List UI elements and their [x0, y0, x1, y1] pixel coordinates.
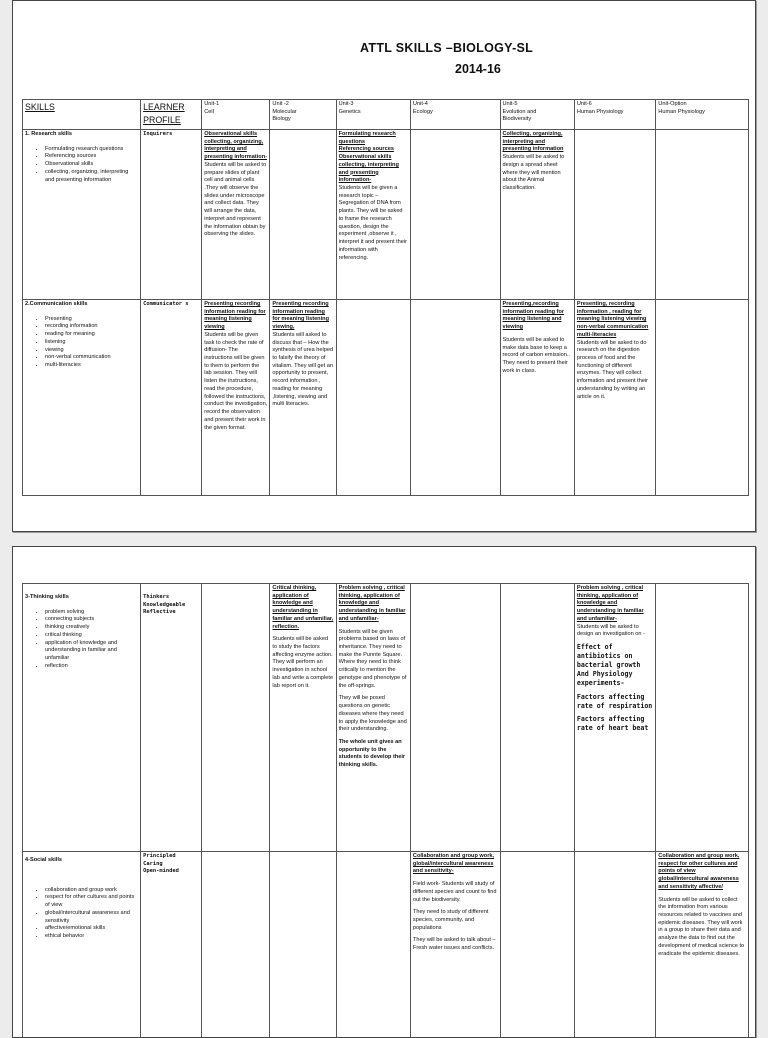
list-item: • Formulating research questions [45, 146, 138, 154]
thinking-unit-1 [202, 584, 270, 852]
communication-unit-4 [410, 300, 500, 496]
social-unit-6 [574, 852, 655, 1038]
social-unit-5 [500, 852, 574, 1038]
list-item: • reading for meaning [45, 331, 138, 339]
document-page-1 [12, 0, 756, 532]
cell-heading: Problem solving , critical thinking, application of knowledge and understanding in familiar and unfamiliar- [577, 585, 653, 624]
cell-text: Students will be asked to study the factors affecting enzyme action. They will perform an investigation in school lab and write a complete lab report on it. [272, 636, 333, 690]
list-item: • Presenting [45, 316, 138, 324]
social-skills-title: 4-Social skills [25, 857, 138, 865]
research-unit-1 [202, 130, 270, 300]
social-unit-1 [202, 852, 270, 1038]
list-item: • application of knowledge and understanding in familiar and unfamiliar [45, 640, 138, 663]
communication-unit-option [656, 300, 749, 496]
cell-text: Students will be asked to design a spread sheet where they will mention about the Animal classification. [503, 154, 572, 193]
cell-bold-text: Factors affecting rate of heart beat [577, 715, 653, 733]
header-unit-2: Unit -2 Molecular Biology [270, 100, 336, 130]
communication-skills-cell [23, 300, 141, 496]
thinking-unit-option [656, 584, 749, 852]
research-skills-cell [23, 130, 141, 300]
cell-text: Students will be asked to design an investigation on - [577, 624, 653, 639]
skills-table-page-2 [22, 583, 749, 1038]
thinking-unit-4 [410, 584, 500, 852]
social-skills-cell [23, 852, 141, 1038]
cell-text: Field work- Students will study of different species and count to find out the biodiversity. [413, 881, 498, 904]
cell-heading: Formulating research questions Referencing sources Observational skills collecting, interpreting and presenting information- [339, 131, 408, 185]
header-unit-3: Unit-3 Genetics [336, 100, 410, 130]
header-unit-4: Unit-4 Ecology [410, 100, 500, 130]
cell-text: They will be asked to talk about –Fresh water issues and conflicts. [413, 937, 498, 952]
communication-skills-title: 2.Communication skills [25, 301, 138, 309]
cell-heading: Presenting,recording information reading for meaning listening and viewing [503, 301, 572, 332]
header-row [23, 100, 749, 130]
cell-heading: Collecting, organizing, interpreting and presenting information [503, 131, 572, 154]
research-unit-2 [270, 130, 336, 300]
thinking-skills-cell [23, 584, 141, 852]
cell-text: Students will asked to discuss that – How the synthesis of urea helped to falsify the theory of vitalism. They will get an opportunity to present, record information , reading for meaning ,listening, viewing and multi literacies. [272, 332, 333, 409]
thinking-skills-list [25, 609, 138, 671]
cell-bold-text: Factors affecting rate of respiration [577, 693, 653, 711]
list-item: • Observational skills [45, 161, 138, 169]
social-unit-4 [410, 852, 500, 1038]
list-item: • critical thinking [45, 632, 138, 640]
communication-unit-3 [336, 300, 410, 496]
thinking-unit-3 [336, 584, 410, 852]
cell-heading: Collaboration and group work, respect for other cultures and points of view global/intercultural awareness and sensitivity affective/ [658, 853, 746, 892]
social-unit-option [656, 852, 749, 1038]
social-unit-3 [336, 852, 410, 1038]
cell-text: Students will be asked to do research on the digestion process of food and the functioning of different enzymes. They will collect information and present their understanding by writing an article on it. [577, 340, 653, 402]
social-skills-list [25, 887, 138, 941]
communication-skills-list [25, 316, 138, 370]
row-social-skills [23, 852, 749, 1038]
row-thinking-skills [23, 584, 749, 852]
list-item: • connecting subjects [45, 616, 138, 624]
cell-heading: Presenting recording information reading for meaning listening viewing, [272, 301, 333, 332]
research-skills-list [25, 146, 138, 185]
document-page-2 [12, 546, 756, 1038]
communication-unit-1 [202, 300, 270, 496]
profile-communicators: Communicator s [141, 300, 202, 496]
document-year: 2014-16 [455, 62, 501, 76]
list-item: • thinking creatively [45, 624, 138, 632]
list-item: • viewing [45, 347, 138, 355]
header-unit-1: Unit-1 Cell [202, 100, 270, 130]
cell-heading: Presenting, recording information , reading for meaning listening viewing non-verbal communication multi-literacies [577, 301, 653, 340]
header-learner-profile: LEARNER PROFILE [141, 100, 202, 130]
cell-heading: Observational skills collecting, organizing, interpreting and presenting information- [204, 131, 267, 162]
research-unit-5 [500, 130, 574, 300]
cell-text: Students will be asked to prepare slides of plant cell and animal cells .They will observe the slides under microscope and collect data. They will arrange the data, interpret and represent the information obtain by observing the slides. [204, 162, 267, 239]
list-item: • affective/emotional skills [45, 925, 138, 933]
list-item: • reflection [45, 663, 138, 671]
list-item: • Referencing sources [45, 153, 138, 161]
cell-text: Students will be given problems based on laws of inheritance. They need to make the Punnte Square. Where they need to think critically to mention the genotype and phenotype of the off-springs. [339, 629, 408, 691]
cell-heading: Critical thinking, application of knowledge and understanding in familiar and unfamiliar, reflection. [272, 585, 333, 631]
research-unit-4 [410, 130, 500, 300]
list-item: • ethical behavior [45, 933, 138, 941]
list-item: • respect for other cultures and points of view [45, 894, 138, 909]
profile-thinkers: Thinkers Knowledgeable Reflective [141, 584, 202, 852]
social-unit-2 [270, 852, 336, 1038]
thinking-skills-title: 3-Thinking skills [25, 594, 138, 602]
list-item: • recording information [45, 323, 138, 331]
cell-text: Students will be given task to check the rate of diffusion- The instructions will be given to them to perform the lab session. They will listen the instructions, read the procedure, followed the instructions, conduct the investigation, record the observation and present their work in the given format. [204, 332, 267, 432]
header-unit-6: Unit-6 Human Physiology [574, 100, 655, 130]
cell-heading: Presenting recording information reading for meaning listening viewing [204, 301, 267, 332]
research-unit-option [656, 130, 749, 300]
cell-heading: Problem solving , critical thinking, application of knowledge and understanding in familiar and unfamiliar- [339, 585, 408, 624]
list-item: • non-verbal communication [45, 354, 138, 362]
cell-text: Students will be asked to collect the information from various resources related to vaccines and epidemic diseases. They will work in a group to share their data and analyze the data to find out the development of medical science to eradicate the epidemic diseases. [658, 897, 746, 959]
research-unit-3 [336, 130, 410, 300]
cell-text: Students will be given a research topic – Segregation of DNA from plants. They will be asked to frame the research question, design the experiment ,observe it , interpret it and present their information with referencing. [339, 185, 408, 262]
cell-bold-text: Effect of antibiotics on bacterial growth And Physiology experiments- [577, 643, 653, 688]
communication-unit-5 [500, 300, 574, 496]
document-title: ATTL SKILLS –BIOLOGY-SL [360, 41, 533, 55]
communication-unit-2 [270, 300, 336, 496]
cell-bold-text: The whole unit gives an opportunity to the students to develop their thinking skills. [339, 739, 408, 770]
profile-inquirers: Inquirers [141, 130, 202, 300]
skills-table-page-1 [22, 99, 749, 496]
row-communication-skills [23, 300, 749, 496]
list-item: • problem solving [45, 609, 138, 617]
list-item: • global/intercultural awareness and sensitivity [45, 910, 138, 925]
research-skills-title: 1. Research skills [25, 131, 138, 139]
cell-text: They need to study of different species, community, and populations [413, 909, 498, 932]
cell-text: Students will be asked to make data base to keep a record of carbon emission.. They need to present their work in class. [503, 337, 572, 376]
thinking-unit-6 [574, 584, 655, 852]
cell-text: They will be posed questions on genetic diseases where they need to apply the knowledge and their understanding. [339, 695, 408, 734]
header-unit-option: Unit-Option Human Physiology [656, 100, 749, 130]
thinking-unit-5 [500, 584, 574, 852]
list-item: • listening [45, 339, 138, 347]
profile-principled: Principled Caring Open-minded [141, 852, 202, 1038]
header-unit-5: Unit-5 Evolution and Biodiversity [500, 100, 574, 130]
cell-heading: Collaboration and group work, global/intercultural awareness and sensitivity- [413, 853, 498, 876]
research-unit-6 [574, 130, 655, 300]
list-item: • collecting, organizing, interpreting and presenting information [45, 169, 138, 184]
list-item: • multi-literacies [45, 362, 138, 370]
thinking-unit-2 [270, 584, 336, 852]
header-skills: SKILLS [23, 100, 141, 130]
row-research-skills [23, 130, 749, 300]
communication-unit-6 [574, 300, 655, 496]
list-item: • collaboration and group work [45, 887, 138, 895]
